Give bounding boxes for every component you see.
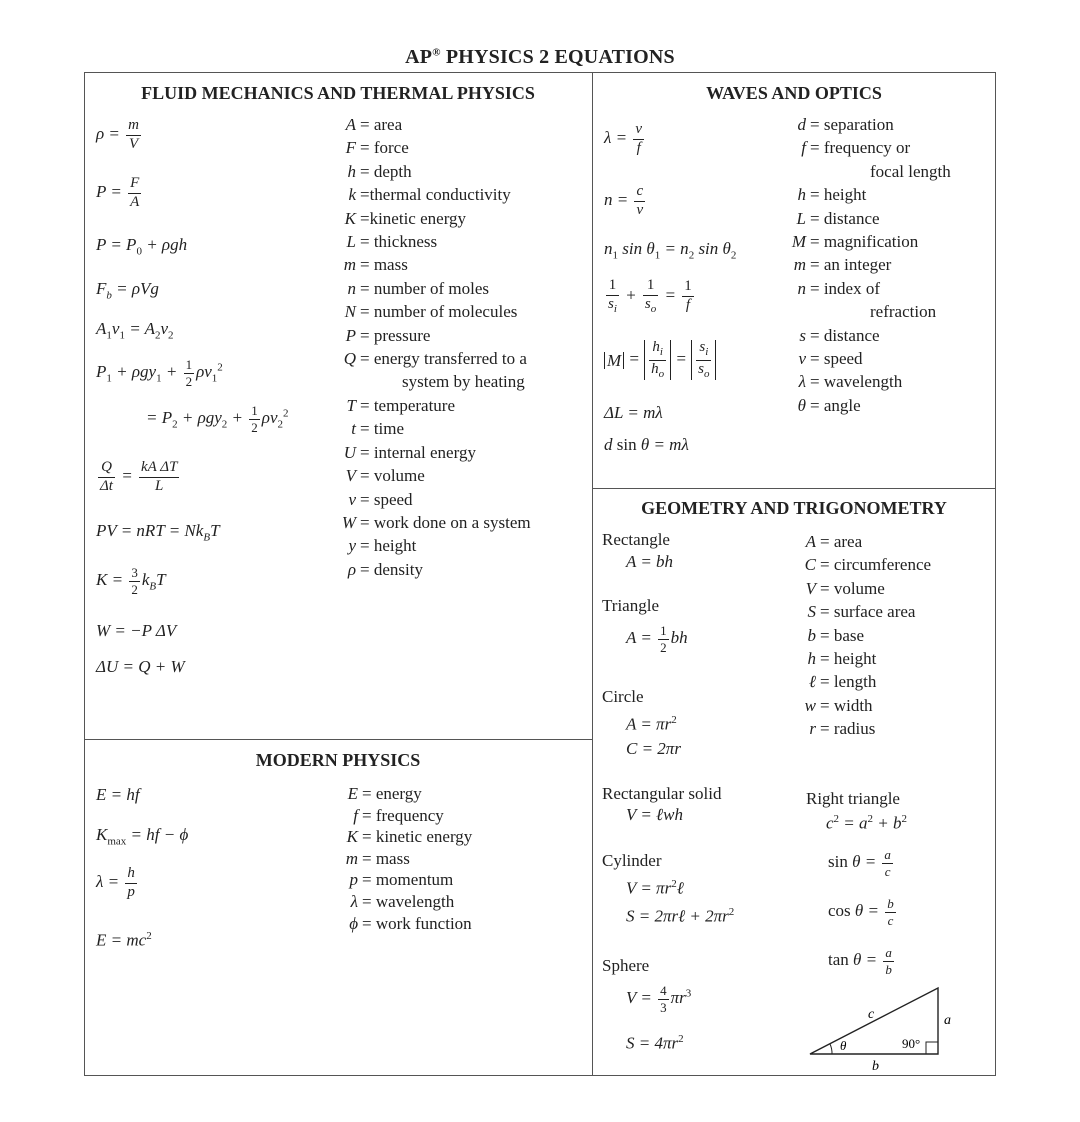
legend-symbol: n xyxy=(797,278,806,298)
legend-row xyxy=(340,113,531,136)
equation-bernoulli-2: = $P_2 + \rho gy_2$ + $\frac{1}{2}$ $\rho v_2^2$ xyxy=(146,403,289,435)
equation-rect-volume: V = ℓwh xyxy=(626,805,683,824)
equation-path-difference: ΔL = mλ xyxy=(604,403,663,422)
equation-density: ρ = $\frac{m}{V}$ xyxy=(96,117,139,152)
shape-triangle: Triangle xyxy=(602,596,659,615)
legend-row xyxy=(790,136,951,159)
legend-symbol: N xyxy=(344,302,356,322)
legend-row xyxy=(790,324,951,347)
right-section-divider xyxy=(592,488,996,489)
equation-pressure: P = $\frac{F}{A}$ xyxy=(96,175,140,210)
legend-definition: = radius xyxy=(820,719,876,739)
legend-row xyxy=(790,160,951,183)
legend-row xyxy=(800,647,931,670)
equation-cyl-surface: S = 2πrℓ + $2\pi r^2$ xyxy=(626,906,735,926)
legend-row xyxy=(342,869,472,891)
equation-cosine: cos θ = $\frac{b}{c}$ xyxy=(828,896,894,928)
waves-variable-legend xyxy=(790,113,951,417)
legend-definition: = time xyxy=(360,419,405,439)
left-section-divider xyxy=(84,739,593,740)
equation-work-gas: W = −P ΔV xyxy=(96,621,177,640)
legend-row xyxy=(340,300,531,323)
legend-symbol: L xyxy=(796,208,806,228)
legend-row xyxy=(340,370,531,393)
legend-row xyxy=(800,600,931,623)
legend-continuation: refraction xyxy=(870,302,937,322)
legend-symbol: U xyxy=(343,442,356,462)
legend-symbol: p xyxy=(349,870,358,890)
legend-row xyxy=(800,670,931,693)
equation-photoelectric: $K_{max}$ = hf − ϕ xyxy=(96,825,189,848)
modern-variable-legend xyxy=(342,783,472,934)
legend-symbol: K xyxy=(346,827,358,847)
legend-row xyxy=(790,207,951,230)
legend-definition: = magnification xyxy=(810,232,919,252)
legend-row xyxy=(342,805,472,827)
equation-kinetic-energy-gas: K = $\frac{3}{2}$ $k_BT$ xyxy=(96,565,166,597)
legend-symbol: m xyxy=(343,255,356,275)
legend-definition: = thickness xyxy=(360,232,438,252)
right-triangle-diagram xyxy=(800,982,960,1074)
legend-definition: = speed xyxy=(810,349,863,369)
shape-circle: Circle xyxy=(602,687,644,706)
legend-symbol: b xyxy=(807,625,816,645)
equation-wavelength: λ = $\frac{v}{f}$ xyxy=(604,121,643,156)
equation-first-law: ΔU = Q + W xyxy=(96,657,185,676)
legend-row xyxy=(342,826,472,848)
legend-row xyxy=(340,441,531,464)
legend-definition: = energy transferred to a xyxy=(360,349,527,369)
legend-row xyxy=(340,207,531,230)
legend-definition: = width xyxy=(820,695,873,715)
legend-definition: = number of moles xyxy=(360,278,490,298)
legend-row xyxy=(790,277,951,300)
legend-row xyxy=(800,624,931,647)
geometry-variable-legend xyxy=(800,530,931,741)
legend-row xyxy=(340,558,531,581)
legend-row xyxy=(340,534,531,557)
equation-heat-conduction: $\frac{Q}{\Delta t}$ = $\frac{\text{kA ΔT}}{L}$ xyxy=(100,459,178,494)
legend-symbol: w xyxy=(804,695,816,715)
legend-definition: = number of molecules xyxy=(360,302,518,322)
legend-symbol: P xyxy=(345,325,356,345)
legend-symbol: θ xyxy=(797,395,806,415)
legend-row xyxy=(340,417,531,440)
legend-symbol: n xyxy=(347,278,356,298)
legend-definition: = base xyxy=(820,625,865,645)
legend-definition: = angle xyxy=(810,395,861,415)
legend-row xyxy=(800,530,931,553)
legend-row xyxy=(790,370,951,393)
equation-sphere-surface: $S = 4\pi r^2$ xyxy=(626,1033,684,1053)
equation-buoyancy: $F_b = \rho Vg$ xyxy=(96,279,159,302)
legend-definition: = distance xyxy=(810,208,880,228)
legend-symbol: V xyxy=(345,466,356,486)
equation-continuity: $A_1v_1 = A_2v_2$ xyxy=(96,319,174,342)
legend-definition: = height xyxy=(820,649,877,669)
legend-row xyxy=(340,324,531,347)
legend-symbol: r xyxy=(809,719,816,739)
legend-symbol: h xyxy=(807,649,816,669)
legend-symbol: E xyxy=(347,784,358,803)
legend-definition: = work done on a system xyxy=(360,512,531,532)
legend-symbol: M xyxy=(791,232,806,252)
legend-definition: = temperature xyxy=(360,395,456,415)
legend-symbol: λ xyxy=(350,891,358,911)
legend-symbol: y xyxy=(348,536,356,556)
equation-ideal-gas: PV = nRT = $Nk_BT$ xyxy=(96,521,220,544)
section-title-fluid: FLUID MECHANICS AND THERMAL PHYSICS xyxy=(141,83,535,103)
legend-definition: = height xyxy=(360,536,417,556)
legend-row xyxy=(340,347,531,370)
legend-continuation: system by heating xyxy=(402,372,525,392)
legend-row xyxy=(342,848,472,870)
legend-symbol: L xyxy=(346,232,356,252)
equation-hydrostatic: $P = P_0 + \rho gh$ xyxy=(96,235,188,258)
legend-symbol: λ xyxy=(798,372,806,392)
section-title-modern: MODERN PHYSICS xyxy=(255,750,421,770)
triangle-label-right-angle: 90° xyxy=(902,1036,921,1051)
equation-double-slit: d sin θ = mλ xyxy=(604,435,689,454)
legend-row xyxy=(342,783,472,805)
legend-row xyxy=(800,694,931,717)
legend-definition: = wavelength xyxy=(810,372,903,392)
legend-definition: = depth xyxy=(360,161,412,181)
legend-symbol: V xyxy=(805,578,816,598)
legend-definition: = mass xyxy=(362,848,410,868)
equation-tangent: tan θ = $\frac{a}{b}$ xyxy=(828,945,892,977)
equation-photon-energy: E = hf xyxy=(96,785,140,804)
legend-definition: = mass xyxy=(360,255,408,275)
legend-definition: =thermal conductivity xyxy=(360,185,511,205)
equation-sine: sin θ = $\frac{a}{c}$ xyxy=(828,847,891,879)
legend-definition: = height xyxy=(810,185,867,205)
legend-symbol: d xyxy=(797,115,806,134)
legend-definition: = internal energy xyxy=(360,442,476,462)
legend-symbol: t xyxy=(351,419,356,439)
legend-row xyxy=(800,717,931,740)
page-title: AP® PHYSICS 2 EQUATIONS xyxy=(405,46,675,68)
legend-definition: =kinetic energy xyxy=(360,208,467,228)
equation-thin-lens: $\frac{1}{s_i}$ + $\frac{1}{s_o}$ = $\frac{1}{f}$ xyxy=(608,277,692,315)
legend-row xyxy=(340,488,531,511)
legend-row xyxy=(340,136,531,159)
equation-snell: $n_1$ $\sin \theta_1 = n_2$ $\sin \theta_2$ xyxy=(604,239,737,262)
legend-symbol: v xyxy=(798,349,806,369)
legend-definition: = density xyxy=(360,559,423,579)
legend-definition: = area xyxy=(360,115,403,134)
legend-definition: = pressure xyxy=(360,325,431,345)
legend-definition: = wavelength xyxy=(362,891,455,911)
legend-continuation: focal length xyxy=(870,161,951,181)
legend-symbol: A xyxy=(345,115,356,134)
legend-symbol: W xyxy=(341,512,356,532)
legend-row xyxy=(340,183,531,206)
legend-definition: = volume xyxy=(360,466,425,486)
legend-row xyxy=(340,511,531,534)
legend-row xyxy=(790,113,951,136)
shape-right-triangle: Right triangle xyxy=(806,789,900,808)
triangle-label-a: a xyxy=(944,1013,951,1028)
legend-symbol: k xyxy=(348,185,356,205)
legend-definition: = area xyxy=(820,532,863,551)
legend-definition: = kinetic energy xyxy=(362,827,473,847)
legend-row xyxy=(340,160,531,183)
legend-row xyxy=(340,394,531,417)
legend-row xyxy=(340,277,531,300)
shape-rect-solid: Rectangular solid xyxy=(602,784,722,803)
triangle-label-b: b xyxy=(872,1059,879,1074)
equation-tri-area: A = $\frac{1}{2}$ bh xyxy=(626,623,688,655)
legend-row xyxy=(340,464,531,487)
equation-pythagoras: $c^2 = a^2 + b^2$ xyxy=(826,813,908,833)
legend-row xyxy=(790,300,951,323)
legend-symbol: m xyxy=(793,255,806,275)
legend-definition: = surface area xyxy=(820,602,916,622)
equation-mass-energy: $E = mc^2$ xyxy=(96,930,152,950)
legend-symbol: m xyxy=(345,848,358,868)
legend-definition: = momentum xyxy=(362,870,454,890)
shape-sphere: Sphere xyxy=(602,956,650,975)
legend-definition: = speed xyxy=(360,489,413,509)
equation-sphere-volume: V = $\frac{4}{3}$ $\pi r^3$ xyxy=(626,983,692,1015)
legend-symbol: C xyxy=(804,555,816,575)
legend-symbol: F xyxy=(345,138,356,158)
legend-row xyxy=(790,394,951,417)
legend-symbol: ϕ xyxy=(349,913,358,933)
legend-symbol: h xyxy=(347,161,356,181)
legend-symbol: T xyxy=(346,395,356,415)
legend-definition: = frequency xyxy=(362,805,444,825)
equation-magnification: M = $\frac{h_i}{h_o}$ = $\frac{s_i}{s_o}$ xyxy=(604,340,716,380)
triangle-label-theta: θ xyxy=(840,1038,847,1053)
legend-row xyxy=(342,891,472,913)
legend-definition: = length xyxy=(820,672,877,692)
equation-rect-area: A = bh xyxy=(626,552,674,571)
legend-definition: = separation xyxy=(810,115,894,134)
legend-definition: = frequency or xyxy=(810,138,911,158)
legend-symbol: K xyxy=(344,208,356,228)
legend-row xyxy=(790,183,951,206)
shape-rectangle: Rectangle xyxy=(602,530,670,549)
equation-bernoulli-1: $P_1 + \rho gy_1$ + $\frac{1}{2}$ $\rho v_1^2$ xyxy=(96,357,223,389)
legend-symbol: v xyxy=(348,489,356,509)
legend-definition: = an integer xyxy=(810,255,892,275)
legend-definition: = distance xyxy=(810,325,880,345)
legend-row xyxy=(342,913,472,935)
fluid-variable-legend xyxy=(340,113,531,581)
legend-row xyxy=(800,577,931,600)
legend-symbol: s xyxy=(799,325,806,345)
section-title-waves: WAVES AND OPTICS xyxy=(706,83,882,103)
legend-definition: = circumference xyxy=(820,555,932,575)
equation-circle-area: $A = \pi r^2$ xyxy=(626,714,677,734)
legend-definition: = force xyxy=(360,138,409,158)
legend-definition: = index of xyxy=(810,278,881,298)
equation-de-broglie: λ = $\frac{h}{p}$ xyxy=(96,865,135,900)
legend-symbol: A xyxy=(805,532,816,551)
legend-symbol: S xyxy=(807,602,816,622)
legend-symbol: Q xyxy=(343,349,356,369)
legend-row xyxy=(340,253,531,276)
legend-row xyxy=(800,553,931,576)
shape-cylinder: Cylinder xyxy=(602,851,662,870)
legend-row xyxy=(340,230,531,253)
legend-symbol: h xyxy=(797,185,806,205)
legend-definition: = work function xyxy=(362,913,472,933)
legend-definition: = energy xyxy=(362,784,422,803)
section-title-geometry: GEOMETRY AND TRIGONOMETRY xyxy=(641,498,947,518)
legend-symbol: f xyxy=(801,138,806,158)
legend-row xyxy=(790,347,951,370)
triangle-label-c: c xyxy=(868,1007,875,1022)
legend-symbol: ℓ xyxy=(808,672,816,692)
column-divider xyxy=(592,72,593,1076)
legend-row xyxy=(790,230,951,253)
legend-definition: = volume xyxy=(820,578,885,598)
legend-symbol: f xyxy=(353,805,358,825)
legend-row xyxy=(790,253,951,276)
equation-circumference: C = 2πr xyxy=(626,739,681,758)
legend-symbol: ρ xyxy=(347,559,356,579)
equation-cyl-volume: $V = \pi r^2\ell$ xyxy=(626,878,684,898)
equation-index: n = $\frac{c}{v}$ xyxy=(604,183,644,218)
